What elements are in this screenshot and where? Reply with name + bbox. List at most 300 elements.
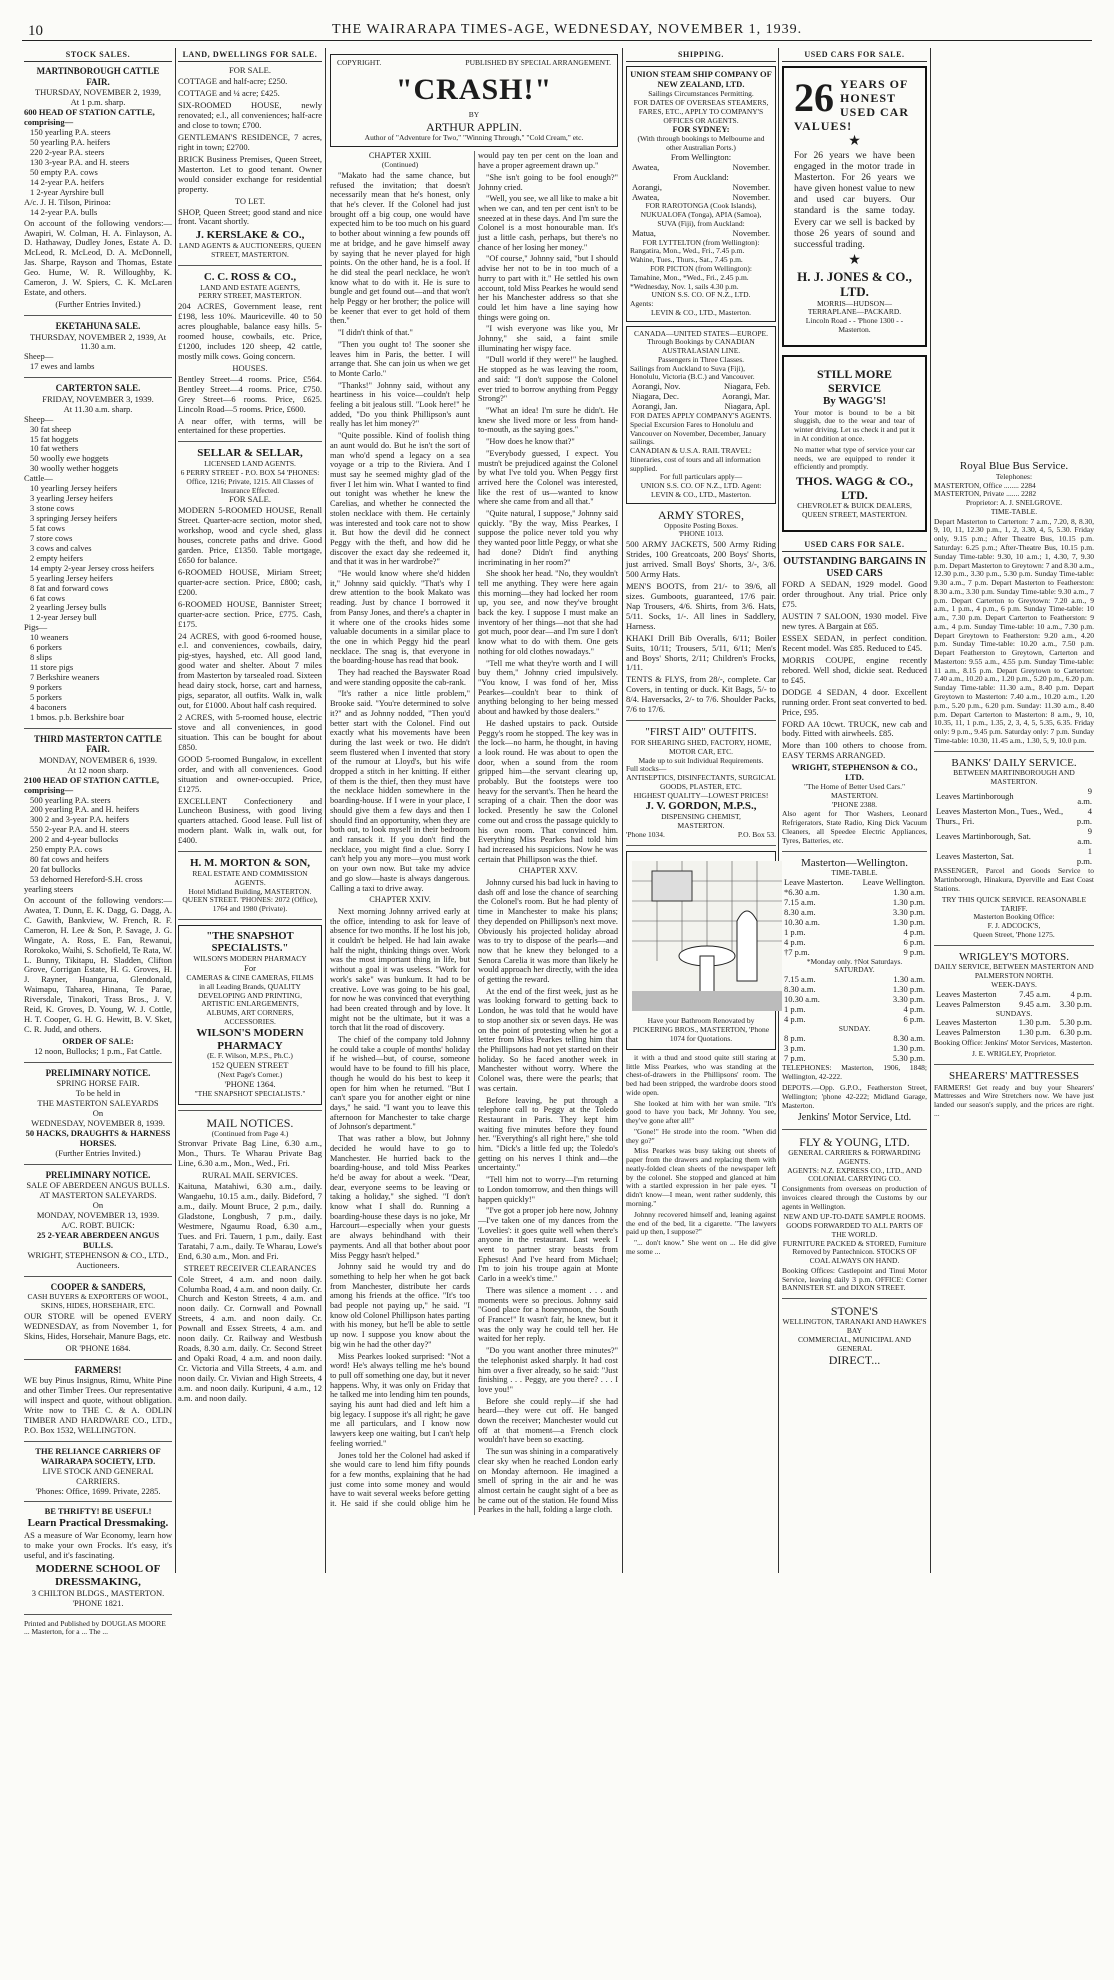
story-paragraph: Before she could reply—if she had heard—they were cut off. He banged down the receiver; Manchester would cut off at that moment—a French clock wouldn't have been so exacting. <box>478 1396 618 1445</box>
listing: GOOD 5-roomed Bungalow, in excellent order, and with all conveniences. Good situation and owner-occupied. Price, £1275. <box>178 753 322 794</box>
mail-text: Kaituna, Matahiwi, 6.30 a.m., daily. Wangaehu, 10.15 a.m., daily. Bideford, 7 a.m., daily. Mount Bruce, 2 p.m., daily. Gladstone, Longbush, 7 p.m., daily. Westmere, Ngaumu Road, 6.30 a.m., Tues. and Fri. Tauern, 1 p.m., daily. East Taratahi, 7 a.m., daily. Te Wharau, Lowe's End, 6.30 a.m., Mon. and Fri. <box>178 1181 322 1261</box>
vendor-list: On account of the following vendors:—Awatea, T. Dunn, E. K. Dagg, G. Dagg, A. C. Gawith, Bankview, W. French, R. F. Cameron, H. Lee & Son, P. Savage, J. G. Wingate, A. Ross, E. Fan, Rewanui, Rorokoko, Waihi, S. Schofield, Te Rata, W. L. Bunny, Tikitapu, H. Sladden, Clifton Grove, Corrigan Estate, H. G. Groves, H. J. Rayner, Huangarua, Glendonald, Waimapu, Taharea, Hinana, Te Parae, Riversdale, Tinakori, Trass Bros., J. V. Reid, K. Groves, D. Young, W. J. Cottle, H. T. Cooper, G. H. G. Hewitt, B. V. Sket, C. R. Judd, and others. <box>24 894 172 1035</box>
story-author: ARTHUR APPLIN. <box>426 119 522 134</box>
table-cell: Awatea, <box>632 191 660 202</box>
story-paragraph: Miss Pearkes was busy taking out sheets of paper from the drawers and replacing them with neatly-folded clean sheets of the newspaper left by the colonel. She stopped and glanced at him with a startled expression in her pale eyes. "I didn't know—I mean, went rather suddenly, this morning." <box>626 1146 776 1208</box>
ad-po-box: P.O. Box 53. <box>737 829 776 839</box>
ad-title: "FIRST AID" OUTFITS. <box>645 726 757 739</box>
subheading: TO LET. <box>234 195 266 206</box>
column-rule <box>778 48 779 1573</box>
ad-brands: MORRIS—HUDSON—TERRAPLANE—PACKARD. <box>807 298 902 317</box>
ad-subtitle: BETWEEN MARTINBOROUGH AND MASTERTON. <box>953 768 1075 787</box>
ad-line: Passengers in Three Classes. <box>657 354 745 364</box>
table-cell: Leaves Palmerston <box>936 1027 1001 1038</box>
agent-label: Agents: <box>630 299 654 309</box>
timetable <box>934 990 1094 1010</box>
table-cell: Leaves Martinborough <box>936 790 1014 801</box>
ad-address: 6 PERRY STREET - P.O. BOX 54 'PHONES: Office, 1216; Private, 1215. All Classes of Insurance Effected. <box>180 468 320 495</box>
lot-line: 14 empty 2-year Jersey cross heifers <box>30 562 154 573</box>
lot-line: 3 yearling Jersey heifers <box>30 493 113 504</box>
jones-ad <box>782 66 927 346</box>
listing: COTTAGE and ¼ acre; £425. <box>178 88 280 99</box>
table-cell: 9 a.m. <box>1077 785 1092 806</box>
listing: SIX-ROOMED HOUSE, newly renovated; e.l., all conveniences; half-acre and close to town; £700. <box>178 100 322 131</box>
timetable-notes: *Monday only. †Not Saturdays. <box>806 956 903 966</box>
listing: BRICK Business Premises, Queen Street, Masterton. Let to good tenant. Owner would consider exchange for residential property. <box>178 153 322 194</box>
story-header <box>330 54 618 147</box>
ad-subtitle: GENERAL CARRIERS & FORWARDING AGENTS. <box>788 1148 921 1166</box>
table-cell: 1.30 p.m. <box>1018 1027 1051 1038</box>
story-paragraph: "I wish everyone was like you, Mr Johnny," she said, a faint smile illuminating her wispy face. <box>478 324 618 353</box>
vendor-list: On account of the following vendors:—Awapiri, W. Colman, H. A. Finlayson, A. D. Hathaway, Dudley Jones, Estate A. D. McLeod, R. McLeod, D. A. McDonnell, Jas. Sharpe, Rayson and Thomas, Estate Geo. Hume, W. R. Willoughby, K. Cameron, J. W. Spiers, C. K. McLaren Estate, and others. <box>24 217 172 298</box>
ad-name: C. C. ROSS & CO., <box>203 270 297 283</box>
ad-address: 3 CHILTON BLDGS., MASTERTON. 'PHONE 1821. <box>31 1587 165 1608</box>
lot-line: 7 Berkshire weaners <box>30 672 100 683</box>
section-heading: LAND, DWELLINGS FOR SALE. <box>178 50 322 62</box>
ad-title: Masterton—Wellington. <box>801 856 908 869</box>
ad-name: THOS. WAGG & CO., LTD. <box>795 474 914 503</box>
sale-time: At 12 noon sharp. <box>67 764 129 775</box>
bathroom-ad <box>626 851 776 1050</box>
ad-title: Learn Practical Dressmaking. <box>27 1517 169 1530</box>
lot-line: 300 2 and 3-year P.A. heifers <box>30 814 129 825</box>
listing: GENTLEMAN'S RESIDENCE, 7 acres, right in town; £2700. <box>178 131 322 152</box>
ad-line: Sailings from Auckland to Suva (Fiji), Honolulu, Victoria (B.C.) and Vancouver. <box>630 363 755 382</box>
canada-ad <box>626 326 776 504</box>
lot-line: 200 2 and 4-year bullocks <box>30 834 119 845</box>
ad-body: Booking Office: Jenkins' Motor Services, Masterton. <box>934 1038 1093 1048</box>
story-title: "CRASH!" <box>395 72 553 106</box>
table-cell: November. <box>732 181 770 192</box>
story-paragraph: it with a thud and stood quite still staring at little Miss Pearkes, who was standing at the chest-of-drawers in the Phillipsons' room. The bed had been stripped, the wardrobe doors stood wide open. <box>626 1052 776 1097</box>
table-cell: Leaves Masterton, Sat. <box>936 850 1014 861</box>
ad-name: J. KERSLAKE & CO., <box>195 229 305 242</box>
order-title: ORDER OF SALE: <box>62 1036 134 1047</box>
ad-body: Also agent for Thor Washers, Leonard Refrigerators, State Radio, King Dick Vacuum Cleaners, all Speedee Electric Appliances, Tyres, Batteries, etc. <box>782 809 927 845</box>
table-cell: 7.45 a.m. <box>1019 988 1051 999</box>
sailing-line: Wahine, Tues., Thurs., Sat., 7.45 p.m. <box>630 255 743 265</box>
table-cell: Aorangi, <box>632 181 662 192</box>
story-paragraph: "Of course," Johnny said, "but I should advise her not to be in too much of a hurry to part with it." He settled his own account, told Miss Pearkes he would send her his Manchester address so that she could let him have a line saying how things were going on. <box>478 254 618 322</box>
mail-text: Stronvar Private Bag Line, 6.30 a.m., Mon., Thurs. Te Wharau Private Bag Line, 6.30 a.m., Mon., Wed., Fri. <box>178 1138 322 1169</box>
order-text: 12 noon, Bullocks; 1 p.m., Fat Cattle. <box>34 1045 162 1056</box>
story-paragraph: Next morning Johnny arrived early at the office, intending to ask for leave of absence for two months. If he lost his job, it couldn't be helped. He had lain awake half the night, thinking things over. Work was the most important thing in life, but without a goal it was useless. "Work for work's sake" was bunkum. It had to be creative. Love was going to be his goal, for now he was convinced that everything had been created through and by love. It might not be the ultimate, but it was a torch that lit the road of discovery. <box>330 906 470 1033</box>
lot-list <box>24 796 172 895</box>
table-cell: 4 p.m. <box>1070 988 1092 999</box>
table-cell: 4 p.m. <box>784 1013 806 1024</box>
ad-body: FARMERS! Get ready and buy your Shearers' Mattresses and Wire Stretchers now. We have just landed our season's supply, and the prices are right. ... <box>934 1082 1094 1118</box>
table-cell: November. <box>732 161 770 172</box>
ad-title: "THE SNAPSHOT SPECIALISTS." <box>206 930 294 955</box>
ad-phone: 'PHONE 1364. <box>224 1078 276 1089</box>
story-paragraph: Johnny said he would try and do something to help her when he got back from Manchester, distribute her cards among his friends at the office. "It's too bad people not paying up," he said. "I know old Colonel Phillipson hates parting with his money, but he'll be able to settle up now. I suppose you know about the big win he had the other day?" <box>330 1262 470 1349</box>
car-list <box>782 580 927 761</box>
table-cell: Leaves Masterton Mon., Tues., Wed., Thurs., Fri. <box>936 805 1064 826</box>
lot-line: 50 woolly ewe hoggets <box>30 453 109 464</box>
column-rule <box>930 48 931 1573</box>
story-paragraph: "Gone!" He strode into the room. "When did they go?" <box>626 1126 776 1145</box>
agent-name: UNION S.S. CO. OF N.Z., LTD. <box>651 290 751 300</box>
lot-list <box>24 425 172 475</box>
category-label: Pigs— <box>24 622 48 633</box>
ad-body: Your motor is bound to be a bit sluggish, due to the wear and tear of winter driving. Let us check it and put it in At condition at once. <box>794 407 915 443</box>
ad-line: FOR DATES OF OVERSEAS STEAMERS, FARES, ETC., APPLY TO COMPANY'S OFFICES OR AGENTS. <box>633 98 769 125</box>
listing: MODERN 5-ROOMED HOUSE, Renall Street. Quarter-acre section, motor shed, workshop, wood and cycle shed, glass houses, concrete paths and drive. Good garden. Price, £1350. Table mortgage, £650 for balance. <box>178 505 322 565</box>
ad-headline: YEARS OF HONEST <box>840 77 908 106</box>
table-cell: 1 p.m. <box>1076 845 1092 866</box>
ad-line: Full stocks— <box>626 764 667 774</box>
ad-phone: MASTERTON, Private ....... 2282 <box>934 489 1037 499</box>
story-paragraph: She looked at him with her wan smile. "It's good to have you back, Mr Johnny. You see, they've gone after all!" <box>626 1098 776 1126</box>
table-cell: 8.30 a.m. <box>893 1032 925 1043</box>
table-cell: Niagara, Feb. <box>723 381 770 392</box>
section-heading: STOCK SALES. <box>24 50 172 62</box>
ad-name: FLY & YOUNG, LTD. <box>799 1134 910 1149</box>
ad-address: QUEEN STREET, MASTERTON. <box>801 509 908 519</box>
subheading: FOR SALE. <box>228 494 272 505</box>
timetable <box>934 1018 1094 1038</box>
story-paragraph: "Quite natural, I suppose," Johnny said quickly. "By the way, Miss Pearkes, I suppose the police never told you why they wanted poor little Peggy, or what she had done? Didn't find anything incriminating in her room?" <box>478 509 618 567</box>
table-cell: 10.30 a.m. <box>784 916 820 927</box>
sale-time: At 11.30 a.m. sharp. <box>63 403 133 414</box>
ad-name: MODERNE SCHOOL OF DRESSMAKING, <box>35 1563 161 1588</box>
column-rule <box>175 48 176 1573</box>
story-paragraph: "Everybody guessed, I expect. You mustn't be prejudiced against the Colonel by what I've told you. When Peggy first arrived here the Colonel was interested, like the rest of us—wanted to know where she came from and all that." <box>478 448 618 507</box>
ad-line: Made up to suit Individual Requirements. <box>638 755 764 765</box>
car-listing: AUSTIN 7 SALOON, 1930 model. Five new tyres. A Bargain at £65. <box>782 611 927 632</box>
ad-line: FOR DATES APPLY COMPANY'S AGENTS. <box>630 410 772 420</box>
ad-subtitle: WILSON'S MODERN PHARMACY <box>193 954 307 964</box>
lot-line: 6 porkers <box>30 642 62 653</box>
timetable-label: TIME-TABLE. <box>990 506 1038 516</box>
ad-title: EKETAHUNA SALE. <box>55 321 141 332</box>
table-cell: 6.30 p.m. <box>1059 1027 1092 1038</box>
story-continuation <box>626 1054 776 1257</box>
ad-line: DIRECT... <box>828 1353 881 1368</box>
ad-line: COMMERCIAL, MUNICIPAL AND GENERAL <box>798 1334 911 1353</box>
listing: 204 ACRES, Government lease, rent £198, less 10%. Mauriceville. 40 to 50 acres ploughable, balance easy hills. 5-roomed house, cowbails, etc. Price, £1200, includes 120 sheep, 42 cattle, mostly milk cows. Going concern. <box>178 301 322 361</box>
route-title: FOR PICTON (from Wellington): <box>650 263 752 273</box>
notice-line: On <box>92 1200 104 1211</box>
ad-subtitle: Through Bookings by CANADIAN AUSTRALASIAN LINE. <box>647 337 755 356</box>
timetable <box>782 878 927 958</box>
ad-address: Hotel Midland Building, MASTERTON. QUEEN STREET. 'PHONES: 2072 (Office), 1764 and 1980 (Private). <box>182 886 318 914</box>
story-paragraph: "What an idea! I'm sure he didn't. He knew she lived more or less from hand-to-mouth, as the saying goes." <box>478 406 618 435</box>
masthead: THE WAIRARAPA TIMES-AGE, WEDNESDAY, NOVEMBER 1, 1939. <box>332 22 803 37</box>
category-label: Sheep— <box>24 413 54 424</box>
ad-line: F. J. ADCOCK'S, <box>987 921 1041 931</box>
ad-headline: By WAGG'S! <box>822 394 887 407</box>
lot-line: 5 porkers <box>30 691 62 702</box>
lot-line: 17 ewes and lambs <box>30 361 95 372</box>
notice-line: To be held in <box>75 1088 121 1099</box>
sailing-table <box>630 183 772 203</box>
ad-subtitle: LIVE STOCK AND GENERAL CARRIERS. <box>42 1465 154 1486</box>
continued-note: (Continued from Page 4.) <box>211 1128 289 1138</box>
table-cell: 1.30 a.m. <box>893 887 925 898</box>
ad-body: Booking Offices: Castlepoint and Tinui Motor Service, leaving daily 3 p.m. OFFICE: Corner BANNISTER ST. and DIXON STREET. <box>782 1265 927 1293</box>
mail-text: Cole Street, 4 a.m. and noon daily. Columba Road, 4 a.m. and noon daily. Cr. Church and Keston Streets, 4 a.m. and noon daily. Cr. Cornwall and Pownall Streets, 4 a.m. and noon daily. Cr. Pownall and Essex Streets, 4 a.m. and noon daily. Cr. Railway and Westbush Roads, 8.30 a.m. daily. Cr. Second Street and Opaki Road, 4 a.m. and noon daily. Cr. Victoria and Villa Streets, 4 a.m. and noon daily. Cr. Vivian and High Streets, 4 a.m. and noon daily. Kuripuni, 4 a.m., 12 a.m. and noon daily. <box>178 1273 322 1403</box>
table-cell: †7 p.m. <box>784 946 810 957</box>
sale-time: At 1 p.m. sharp. <box>70 97 126 108</box>
table-cell: Niagara, Dec. <box>632 391 679 402</box>
timetable-label: SATURDAY. <box>834 965 875 975</box>
sale-date: FRIDAY, NOVEMBER 3, 1939. <box>42 393 154 404</box>
listing: 6-ROOMED HOUSE, Miriam Street; quarter-acre section. Price, £800; cash, £200. <box>178 566 322 597</box>
story-paragraph: "... don't know." She went on ... He did give me some ... <box>626 1238 776 1256</box>
copyright-label: COPYRIGHT. <box>337 58 382 67</box>
ad-address: PERRY STREET, MASTERTON. <box>198 291 302 301</box>
listing: TENTS & FLYS, from 28/-, complete. Car Covers, in tenting or duck. Kit Bags, 5/- to 8/4. Haversacks, 2/- to 7/6. Shoulder Packs, 7/6 to 17/6. <box>626 674 776 715</box>
ad-body: CAMERAS & CINE CAMERAS, FILMS in all Leading Brands, QUALITY DEVELOPING AND PRINTING, ARTISTIC ENLARGEMENTS, ALBUMS, ART CORNERS, ACCESSORIES. <box>186 973 314 1026</box>
ad-name: SELLAR & SELLAR, <box>197 447 303 460</box>
story-paragraph: "Do you want another three minutes?" the telephonist asked sharply. It had cost him over a fiver already, so he said: "Just finishing . . . Peggy, are you there? . . . I love you!" <box>478 1346 618 1394</box>
category-label: Sheep— <box>24 351 54 362</box>
story-paragraph: He dashed upstairs to pack. Outside Peggy's room he stopped. The key was in the lock—no harm, he thought, in having a look round. He was about to open the door, when a sound from the room gripped him—the servant clearing up, probably. But the footsteps were too heavy for the servant's. Then he heard the scraping of a chair. Then the door was locked. Presently he saw the Colonel come out and cross the passage quickly to his own room. That convinced him. Everything Miss Pearkes had told him had increased his suspicions. Now he was certain that Phillipson was the thief. <box>478 718 618 864</box>
timetable-row <box>934 787 1094 807</box>
lot-line: 14 2-year P.A. bulls <box>30 206 98 217</box>
ad-line: (E. F. Wilson, M.P.S., Ph.C.) <box>207 1051 293 1061</box>
snapshot-ad <box>178 925 322 1105</box>
page-header <box>22 20 1092 41</box>
ad-line: For <box>244 963 256 974</box>
ad-subtitle: CASH BUYERS & EXPORTERS OF WOOL, SKINS, HIDES, HORSEHAIR, ETC. <box>27 1292 169 1311</box>
ad-body: WE buy Pinus Insignus, Rimu, White Pine and other Timber Trees. Our representative will inspect and quote, without obligation. Write now to THE C. & A. ODLIN TIMBER AND HARDWARE CO., LTD., P.O. Box 1532, WELLINGTON. <box>24 1375 172 1435</box>
listing: 24 ACRES, with good 6-roomed house, e.l. and conveniences, cowbails, dairy, pig-styes, hayshed, etc. All good land, good water and shelter. About 7 miles from Masterton by tarsealed road. Sixteen head dairy stock, horse, cart and harness, pigs, separator, all outfits. Walk in, walk out, for £1000. About half cash required. <box>178 630 322 711</box>
bathroom-illustration <box>632 861 782 1011</box>
route-note: (With through bookings to Melbourne and other Australian Ports.) <box>637 134 765 152</box>
ad-subtitle: WELLINGTON, TARANAKI AND HAWKE'S BAY <box>782 1317 927 1336</box>
lot-line: 30 fat sheep <box>30 423 72 434</box>
lot-line: 130 3-year P.A. and H. steers <box>30 156 130 167</box>
ad-title: FARMERS! <box>74 1364 122 1375</box>
ad-tagline: "The Home of Better Used Cars." <box>803 782 906 792</box>
lot-line: 3 cows and calves <box>30 542 92 553</box>
route-title: FOR RAROTONGA (Cook Islands), NUKUALOFA (Tonga), APIA (Samoa), SUVA (Fiji), from Auckland: <box>640 201 762 228</box>
table-cell: 5.30 p.m. <box>1059 1017 1092 1028</box>
story-paragraph: They had reached the Bayswater Road and were standing opposite the cab-rank. <box>330 668 470 687</box>
table-cell: Leave Masterton. <box>784 877 844 888</box>
table-cell: 4 p.m. <box>1076 805 1092 826</box>
chapter-heading: CHAPTER XXV. <box>518 866 578 876</box>
table-cell: 10.30 a.m. <box>784 994 820 1005</box>
years-number: 26 <box>794 75 834 121</box>
page-number: 10 <box>28 23 43 39</box>
column-serial-story <box>330 50 618 1570</box>
route-title: FOR LYTTELTON (from Wellington): <box>642 237 760 247</box>
ad-address: Queen Street, 'Phone 1275. <box>973 929 1055 939</box>
author-note: Author of "Adventure for Two," "Winning Through," "Cold Cream," etc. <box>364 132 584 142</box>
table-cell: 7.15 a.m. <box>784 897 816 908</box>
lot-line: 14 2-year P.A. heifers <box>30 176 104 187</box>
table-cell: 1.30 p.m. <box>892 897 925 908</box>
sale-date: THURSDAY, NOVEMBER 2, 1939, <box>34 87 162 98</box>
listing: SHOP, Queen Street; good stand and nice front. Vacant shortly. <box>178 206 322 227</box>
ad-body: AS a measure of War Economy, learn how to make your own Frocks. It's easy, it's useful, and it's fascinating. <box>24 1530 172 1561</box>
ad-line: GOODS FORWARDED TO ALL PARTS OF THE WORLD. <box>786 1221 923 1239</box>
table-cell: Leaves Masterton <box>936 1017 997 1028</box>
ad-line: Special Excursion Fares to Honolulu and Vancouver on November, December, January sailings. <box>630 419 767 447</box>
timetable-text: Depart Masterton to Carterton: 7 a.m., 7.20, 8, 8.30, 9, 10, 11, 12.30 p.m., 1, 2, 3.30, 4, 5, 5.30. Friday only, 9.15 p.m.; After Theatre Bus, 10.15 p.m. Saturday: 6.25 p.m.; After-Theatre Bus, 10.15 p.m. Sunday Time-table: 9.30, 10 a.m.; 1, 4.30, 7, 9.30 p.m. Depart Masterton to Greytown: 7 and 8.30 a.m., 12.30 p.m., 3.30 p.m., 5.30 p.m. Sunday Time-table: 9.30 a.m., 7 p.m. Depart Masterton to Featherston: 8.30 a.m., 3.30 p.m. Sunday Time-table: 9.30 a.m., 7 p.m. Depart Carterton to Greytown: 7.20 a.m., 9 a.m., 1 p.m., 4 p.m., 6 p.m. Sunday Time-table: 10 a.m., 7.30 p.m. Depart Carterton to Featherston: 9 a.m., 4 p.m. Sunday Time-table: 10 a.m., 7.30 p.m. Depart Greytown to Featherston: 9.20 a.m., 4.20 p.m. Sunday Time-table: 10.20 a.m., 7.50 p.m. Depart Featherston to Greytown, Carterton and Masterton: 9.55 a.m., 4.55 p.m. Sunday Time-table: 11 a.m., 8.15 p.m. Depart Greytown to Carterton: 7.40 a.m., 10.20 a.m., 1.20 p.m., 5.20 p.m., 6.20 p.m. Sunday Time-table: 11.30 a.m., 8.40 p.m. Depart Greytown to Masterton: 7.40 a.m., 10.20 a.m., 1.20 p.m., 5.20 p.m., 6.20 p.m. Sunday: 11.30 a.m., 8.40 p.m. Depart Carterton to Masterton: 8 a.m., 9, 10, 10.35, 11, 1 p.m., 1.35, 2, 3, 4, 5, 5.35, 6.35. Friday only: 9 p.m., 9.45 p.m. Saturday only: 7 p.m. Sunday Time-table: 10.30, 11.45 a.m., 1.30, 5, 9, 10.0 p.m. <box>934 516 1094 745</box>
table-cell: *6.30 a.m. <box>784 887 820 898</box>
table-cell: 1 p.m. <box>784 1004 806 1014</box>
notice-line: THE MASTERTON SALEYARDS <box>37 1098 159 1109</box>
lot-line: 30 woolly wether hoggets <box>30 463 119 474</box>
lot-list <box>24 633 172 722</box>
route-origin: From Auckland: <box>673 171 729 182</box>
story-paragraph: Miss Pearkes looked surprised: "Not a word! He's always telling me he's bound to pull off something one day, but it never happens. Why, it was only on Friday that he talked me into lending him ten pounds, saying his aunt had died and left him a big legacy. I suppose it's all right; he gave me all particulars, and I know now lawyers keep one waiting, but I can't help feeling worried." <box>330 1351 470 1448</box>
lot-line: 11 store pigs <box>30 662 74 673</box>
timetable <box>782 975 927 1025</box>
route-title: FOR SYDNEY: <box>672 124 730 135</box>
table-cell: 8.30 a.m. <box>784 906 816 917</box>
ad-title: MARTINBOROUGH CATTLE FAIR. <box>36 66 160 87</box>
notice-line: A/C. ROBT. BUICK: <box>61 1220 135 1231</box>
table-cell: November. <box>732 227 770 238</box>
notice-line: On <box>92 1108 104 1119</box>
table-cell: Leave Wellington. <box>862 877 925 888</box>
story-paragraph: "Quite possible. Kind of foolish thing an aunt would do. But he isn't the sort of man who'd spend a legacy on a sea voyage or a trip to the Riviera. And I must say he seemed mighty glad of the fiver I let him win. What I wanted to find out tonight was whether he knew the Carelias, and whether he connected the stolen necklace with them. He certainly was interested and took care not to show it. But how the devil did he connect Peggy with the theft, and how did he discover the exact day she redeemed it, and that it was in her wardrobe?" <box>330 431 470 567</box>
ad-line: HIGHEST QUALITY—LOWEST PRICES! <box>633 790 769 800</box>
listing-list <box>178 506 322 846</box>
ad-headline: STILL MORE SERVICE <box>816 366 893 395</box>
ad-subtitle: Sailings Circumstances Permitting. <box>648 89 754 99</box>
ad-phone: 'Phones: Office, 1699. Private, 2285. <box>35 1485 161 1496</box>
lot-line: 5 yearling Jersey heifers <box>30 572 113 583</box>
table-cell: Leaves Palmerston <box>936 998 1001 1009</box>
section-heading: SHIPPING. <box>626 50 776 62</box>
lot-list <box>24 484 172 623</box>
ad-line: DISPENSING CHEMIST, <box>661 812 741 822</box>
lot-line: 53 dehorned Hereford-S.H. cross yearling steers <box>24 874 143 894</box>
timetable-label: SUNDAY. <box>838 1023 871 1033</box>
vendor-line: A/c. J. H. Tilson, Pirinoa: <box>24 196 111 207</box>
subheading: STREET RECEIVER CLEARANCES <box>183 1262 317 1273</box>
timetable-row <box>934 1028 1094 1038</box>
listing: 6-ROOMED HOUSE, Bannister Street; quarter-acre section. Price, £775. Cash, £175. <box>178 598 322 629</box>
story-paragraph: She shook her head. "No, they wouldn't tell me anything. They were here again this morning—they had locked her room up, you see, and now they've brought back the key. I suppose I must make an inventory of her things—not that she had got much, poor dear—and I'm sure I don't know what to do with them. One gets nothing for old clothes nowadays." <box>478 569 618 656</box>
story-paragraph: "Thanks!" Johnny said, without any heartiness in his voice—couldn't help feeling a bit jealous still. "Look here!" he added, "Do you think Phillipson's aunt really has let him money?" <box>330 380 470 429</box>
listing: 2 ACRES, with 5-roomed house, electric stove and all conveniences, in good situation. This can be bought for about £850. <box>178 712 322 752</box>
ad-subtitle: REAL ESTATE AND COMMISSION AGENTS. <box>192 869 308 887</box>
ad-subtitle: FOR SHEARING SHED, FACTORY, HOME, MOTOR CAR, ETC. <box>630 738 772 756</box>
column-bus-services <box>934 460 1094 1980</box>
star-icon: ★ <box>848 133 861 149</box>
continued-note: (Continued) <box>381 160 419 170</box>
ad-title: CARTERTON SALE. <box>55 383 141 394</box>
lot-line: 9 porkers <box>30 681 62 692</box>
table-cell: Aorangi, Jan. <box>632 401 678 412</box>
notice-line: MONDAY, NOVEMBER 13, 1939. <box>36 1210 160 1221</box>
table-cell: 3 p.m. <box>784 1042 806 1053</box>
story-paragraph: The chief of the company told Johnny he could take a couple of months' holiday if he wished—but, of course, someone would have to be found to fill his place, though he would do his best to keep it open for him when he returned. "But I can't spare you for another eight or nine days," he said. "I want you to leave this afternoon for Manchester to take charge of Johnson's department." <box>330 1035 470 1132</box>
ad-line: ANTISEPTICS, DISINFECTANTS, SURGICAL GOODS, PLASTER, ETC. <box>626 773 776 791</box>
column-rule <box>325 48 326 1573</box>
lot-line: 15 fat hoggets <box>30 433 79 444</box>
ad-body: OUR STORE will be opened EVERY WEDNESDAY, as from November 1, for Skins, Hides, Horsehair, Manure Bags, etc. <box>24 1310 172 1341</box>
timetable-row <box>934 827 1094 847</box>
lot-line: 550 2-year P.A. and H. steers <box>30 824 130 835</box>
story-paragraph: "Tell me what they're worth and I will buy them," Johnny cried impulsively. "You know, I was fond of her, Miss Pearkes—couldn't bear to think of anything belonging to her being messed about and hawked by those dealers." <box>478 658 618 717</box>
lot-line: 200 yearling P.A. and H. heifers <box>30 804 140 815</box>
ad-line: MASTERTON. <box>677 820 725 830</box>
ad-name: ARMY STORES, <box>657 507 745 522</box>
notice-line: SALE OF ABERDEEN ANGUS BULLS. <box>26 1180 170 1191</box>
story-paragraph: "I've got a proper job here now, Johnny—I've taken one of my dances from the 'Lovelies': it goes quite well when there's anyone in the restaurant. Last week I went to partner stray beasts from Ephesus! And I've heard from Michael; I'm to join his troupe again at Monte Carlo in a week's time." <box>478 1206 618 1284</box>
ad-body: No matter what type of service your car needs, we are equipped to render it efficiently and promptly. <box>794 444 915 472</box>
listing: A near offer, with terms, will be entertained for these properties. <box>178 415 322 436</box>
lot-line: 7 store cows <box>30 532 73 543</box>
star-icon: ★ <box>848 252 861 268</box>
lot-line: 2 yearling Jersey bulls <box>30 602 107 613</box>
table-cell: November. <box>732 191 770 202</box>
sailing-line: Rangatira, Mon., Wed., Fri., 7.45 p.m. <box>630 246 745 256</box>
ad-subtitle: LAND AGENTS & AUCTIONEERS, QUEEN STREET, MASTERTON. <box>178 241 322 260</box>
further-entries: (Further Entries Invited.) <box>55 1147 141 1158</box>
section-heading: USED CARS FOR SALE. <box>782 540 927 552</box>
ad-subtitle: LAND AND ESTATE AGENTS, <box>200 282 300 292</box>
table-cell: 7.15 a.m. <box>784 974 816 985</box>
ad-body: DEPOTS.—Opp. G.P.O., Featherston Street, Wellington; 'phone 42-222; Midland Garage, Masterton. <box>782 1082 927 1110</box>
table-cell: Matua, <box>632 227 656 238</box>
ad-title: BANKS' DAILY SERVICE. <box>951 756 1077 769</box>
listing-list <box>178 77 322 194</box>
car-listing: DODGE 4 SEDAN, 4 door. Excellent running order. Front seat converted to bed. Price, £95. <box>782 686 927 717</box>
subheading: RURAL MAIL SERVICES. <box>202 1170 298 1181</box>
table-cell: Leaves Masterton <box>936 988 997 999</box>
table-cell: 6 p.m. <box>903 1013 925 1024</box>
ad-name: UNION STEAM SHIP COMPANY OF NEW ZEALAND, LTD. <box>630 69 772 90</box>
table-cell: 4 p.m. <box>903 926 925 937</box>
table-cell: 8 p.m. <box>784 1032 806 1043</box>
ad-line: J. E. WRIGLEY, Proprietor. <box>971 1049 1057 1059</box>
ad-phone: OR 'PHONE 1684. <box>65 1342 131 1353</box>
table-cell: Aorangi, Nov. <box>632 381 681 392</box>
ad-phone: 'PHONE 2388. <box>831 799 878 809</box>
ad-caption: Have your Bathroom Renovated by PICKERING BROS., MASTERTON, 'Phone 1074 for Quotations. <box>632 1016 770 1043</box>
table-cell: 3.30 p.m. <box>892 994 925 1005</box>
published-label: PUBLISHED BY SPECIAL ARRANGEMENT. <box>465 58 611 67</box>
car-listing: FORD AA 10cwt. TRUCK, new cab and body. Fitted with airwheels. £85. <box>782 718 927 739</box>
ad-phone: TELEPHONES: Masterton, 1906, 1848; Wellington, 42-222. <box>782 1063 927 1082</box>
ad-title: THIRD MASTERTON CATTLE FAIR. <box>34 733 162 755</box>
story-body <box>330 151 618 1515</box>
lot-line: 500 yearling P.A. steers <box>30 794 111 805</box>
lot-line: 10 fat wethers <box>30 443 79 454</box>
ad-title: COOPER & SANDERS, <box>50 1281 146 1292</box>
story-paragraph: "It's rather a nice little problem," Brooke said. "You're determined to solve it?" and as Johnny nodded, "Then you'd better start with the Colonel. Find out exactly what his movements have been during the last week or two. He didn't seem flustered when I invented that story of the rumour at Lloyd's, but his wife dropped a stitch in her knitting. If either of them is the thief, then they must have the necklace hidden somewhere in the boarding-house. If I were in your place, I should give them a few days and then I should find an opportunity, when they are both out, to look myself in their bedroom and ransack it. If you don't find the necklace, you might find a clue. Sorry I can't help you any more—you must work on your own now. But take my advice and go slow—haste is always dangerous. Calling a taxi to drive away. <box>330 689 470 893</box>
listing: KHAKI Drill Bib Overalls, 6/11; Boiler Suits, 10/11; Trousers, 5/11, 6/11; Men's and Boys' Shorts, 2/11; Children's Frocks, 1/11. <box>626 632 776 673</box>
table-cell: Aorangi, Mar. <box>722 391 770 402</box>
column-shipping <box>626 50 776 1570</box>
lot-line: 10 weaners <box>30 632 69 643</box>
car-listing: FORD A SEDAN, 1929 model. Good order throughout. Any trial. Price only £75. <box>782 579 927 610</box>
notice-line: AT MASTERTON SALEYARDS. <box>39 1190 157 1201</box>
lot-line: 220 2-year P.A. steers <box>30 147 105 158</box>
column-stock-sales <box>24 50 172 1637</box>
ad-subtitle: CHEVROLET & BUICK DEALERS, <box>797 501 912 511</box>
lot-line: 5 fat cows <box>30 522 65 533</box>
table-cell: Niagara, Apl. <box>724 401 770 412</box>
sailing-line: Tamahine, Mon., *Wed., Fri., 2.45 p.m. <box>630 272 749 282</box>
ad-tagline: "THE SNAPSHOT SPECIALISTS." <box>194 1088 306 1098</box>
sale-date: THURSDAY, NOVEMBER 2, 1939, At 11.30 a.m. <box>29 331 167 352</box>
listing: 500 ARMY JACKETS, 500 Army Riding Strides, 100 Greatcoats, 200 Boys' Shorts, just arrived. Small Boys' Shorts, 3/-, 3/6. 500 Army Hats. <box>626 539 776 580</box>
ad-headline: USED CAR VALUES! <box>794 104 910 133</box>
ad-line: For full particulars apply— <box>659 472 743 482</box>
ad-title: PRELIMINARY NOTICE. <box>45 1067 151 1078</box>
story-paragraph: "I didn't think of that." <box>338 328 413 338</box>
